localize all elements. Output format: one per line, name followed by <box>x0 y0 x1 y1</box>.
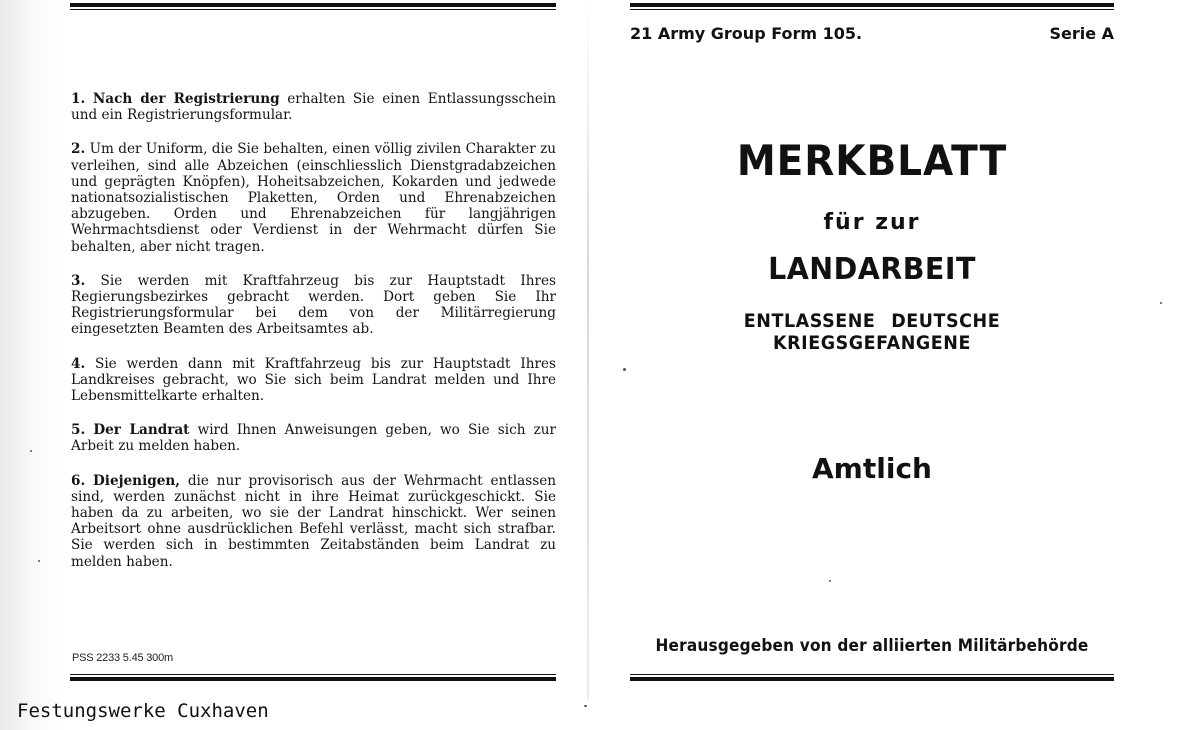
document-title: MERKBLATT <box>736 136 1008 185</box>
page-fold <box>587 0 589 700</box>
top-right-rule <box>630 3 1114 10</box>
instructions-list <box>71 91 556 570</box>
instruction-paragraph: 1. Nach der Registrierung erhalten Sie einen Entlassungsschein und ein Registrierungsformular. <box>71 91 556 124</box>
form-label: 21 Army Group Form 105. <box>630 24 863 43</box>
subtitle-for: für zur <box>823 210 921 235</box>
instruction-paragraph: 4. Sie werden dann mit Kraftfahrzeug bis zur Hauptstadt Ihres Landkreises gebracht, wo Sie sich beim Landrat melden und Ihre Lebensmittelkarte erhalten. <box>71 355 556 405</box>
printer-code: PSS 2233 5.45 300m <box>72 652 173 664</box>
subtitle-audience: ENTLASSENE DEUTSCHE KRIEGSGEFANGENE <box>743 310 1001 354</box>
scan-speck <box>1160 302 1162 304</box>
bottom-left-rule <box>70 674 556 681</box>
scan-speck <box>829 580 831 582</box>
form-header <box>630 24 1114 43</box>
scan-speck <box>623 368 626 371</box>
official-mark: Amtlich <box>812 452 932 485</box>
subtitle-landarbeit: LANDARBEIT <box>768 252 976 287</box>
scan-speck <box>30 450 32 452</box>
instruction-paragraph: 3. Sie werden mit Kraftfahrzeug bis zur Hauptstadt Ihres Regierungsbezirkes gebracht werden. Dort geben Sie Ihr Registrierungsformular bei dem von der Militärregierung eingesetzten Beamten des Arbeitsamtes ab. <box>71 272 556 338</box>
scan-speck <box>584 705 587 707</box>
bottom-right-rule <box>630 674 1114 681</box>
instruction-paragraph: 6. Diejenigen, die nur provisorisch aus der Wehrmacht entlassen sind, werden zunächst nicht in ihre Heimat zurückgeschickt. Sie haben da zu arbeiten, wo sie der Landrat hinschickt. Wer seinen Arbeitsort ohne ausdrücklichen Befehl verlässt, macht sich strafbar. Sie werden sich in bestimmten Zeitabständen beim Landrat zu melden haben. <box>71 472 556 570</box>
series-label: Serie A <box>1049 24 1114 43</box>
issuer-line: Herausgegeben von der alliierten Militärbehörde <box>655 636 1089 655</box>
instruction-paragraph: 5. Der Landrat wird Ihnen Anweisungen geben, wo Sie sich zur Arbeit zu melden haben. <box>71 422 556 455</box>
top-left-rule <box>70 3 556 10</box>
right-page <box>590 0 1200 730</box>
scan-speck <box>38 560 40 562</box>
instruction-paragraph: 2. Um der Uniform, die Sie behalten, einen völlig zivilen Charakter zu verleihen, sind alle Abzeichen (einschliesslich Dienstgradabzeichen und geprägten Knöpfen), Hoheitsabzeichen, Kokarden und jedwede nationatsozialistischen Plaketten, Orden und Ehrenabzeichen abzugeben. Orden und Ehrenabzeichen für langjährigen Wehrmachtsdienst oder Verdienst in der Wehrmacht dürfen Sie behalten, aber nicht tragen. <box>71 141 556 255</box>
image-caption: Festungswerke Cuxhaven <box>17 700 269 722</box>
